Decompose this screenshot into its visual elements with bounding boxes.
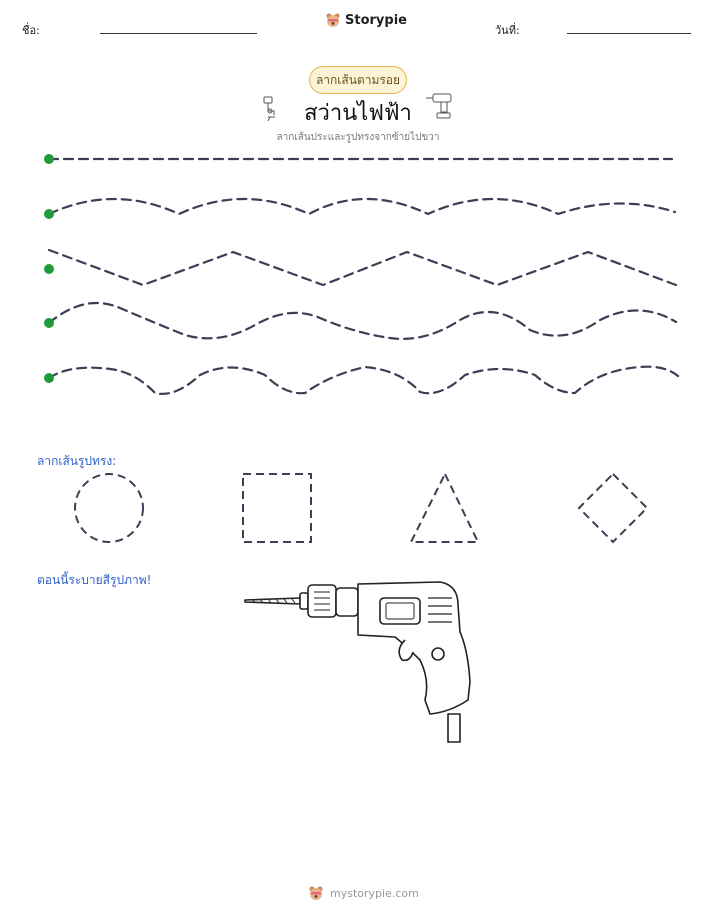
trace-shape-triangle[interactable] (411, 474, 478, 542)
page-title: สว่านไฟฟ้า (304, 101, 412, 126)
trace-shape-square[interactable] (243, 474, 311, 542)
start-dot (44, 264, 54, 274)
page-subtitle: ลากเส้นประและรูปทรงจากซ้ายไปขวา (276, 132, 440, 143)
trace-line-wave-large[interactable] (49, 303, 676, 339)
name-label: ชื่อ: (22, 24, 40, 37)
trace-line-wave-flat[interactable] (49, 367, 678, 394)
shapes-heading: ลากเส้นรูปทรง: (37, 454, 117, 468)
trace-line-wave[interactable] (49, 199, 675, 214)
trace-shape-circle[interactable] (75, 474, 143, 542)
brand-name: Storypie (345, 12, 407, 28)
footer (308, 885, 419, 901)
date-label: วันที่: (495, 24, 520, 37)
start-dot (44, 154, 54, 164)
color-heading: ตอนนี้ระบายสีรูปภาพ! (37, 573, 152, 587)
footer-url[interactable]: mystorypie.com (330, 886, 419, 900)
start-dot (44, 209, 54, 219)
trace-line-zigzag[interactable] (49, 250, 676, 285)
trace-shape-diamond[interactable] (579, 474, 647, 542)
activity-badge: ลากเส้นตามรอย (309, 66, 407, 94)
drill-illustration[interactable] (245, 582, 470, 742)
bear-logo-icon (308, 885, 324, 901)
start-dot (44, 373, 54, 383)
start-dot (44, 318, 54, 328)
